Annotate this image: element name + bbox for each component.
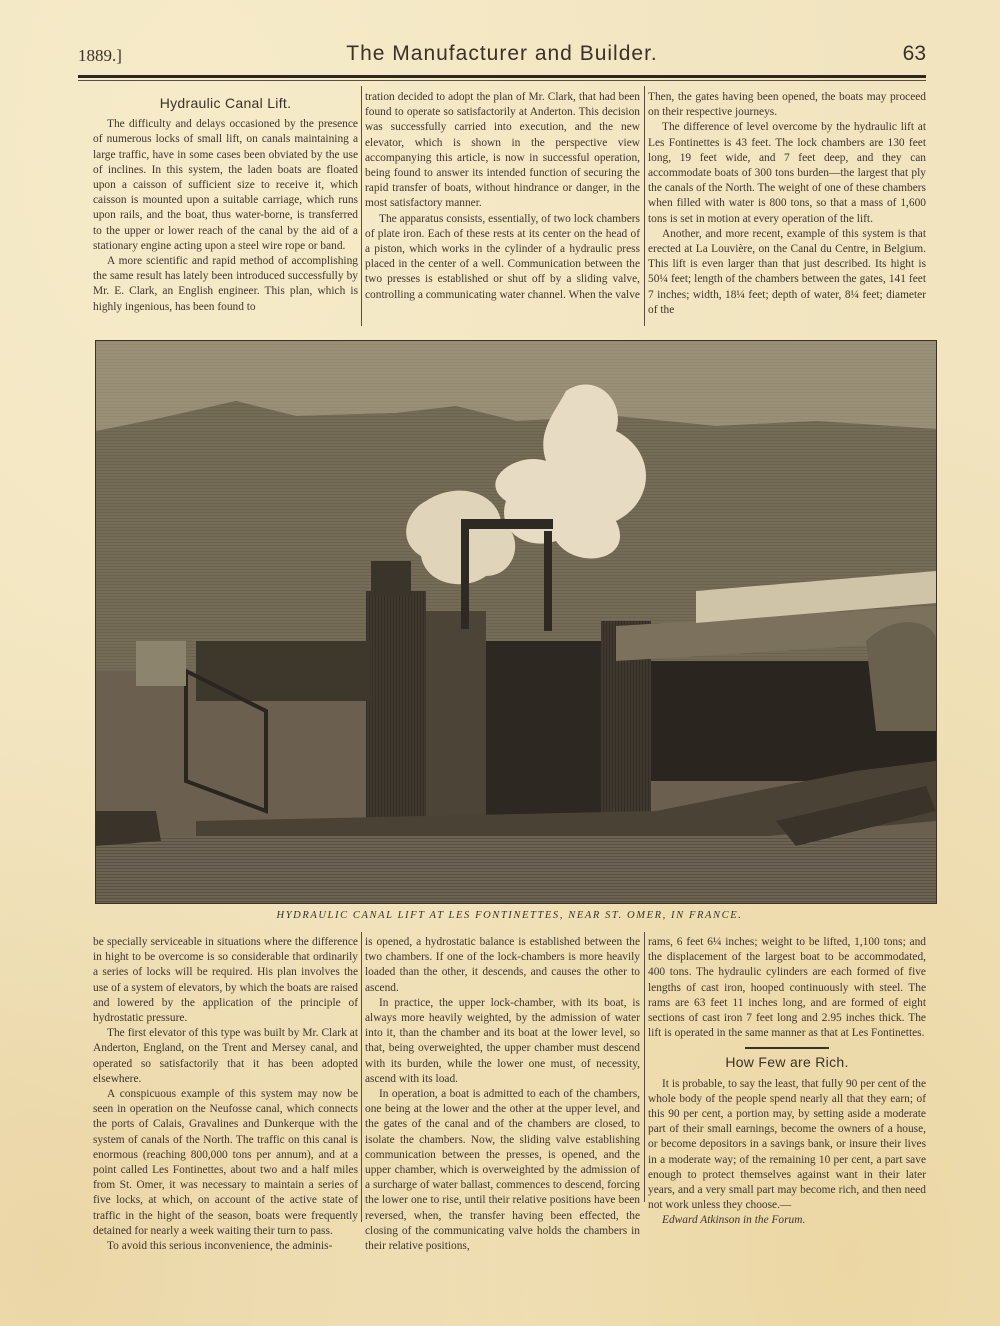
building bbox=[136, 641, 186, 686]
paragraph: Then, the gates having been opened, the boats may proceed on their respective journeys. bbox=[648, 91, 926, 119]
article-column-bottom-2 bbox=[365, 935, 640, 1254]
page-number: 63 bbox=[902, 42, 926, 65]
paragraph: The difference of level overcome by the hydraulic lift at Les Fontinettes is 43 feet. The lock chambers are 130 feet long, 19 feet wide, and 7 feet deep, and they can accommodate boats of 300 tons burden—the largest that ply the canals of the North. The weight of one of these chambers when filled with water is 800 tons, so that a mass of 1,600 tons is set in motion at every operation of the lift. bbox=[648, 121, 926, 225]
paragraph: In practice, the upper lock-chamber, with its boat, is always more heavily weighted, by the admission of water into it, than the chamber and its boat at the lower level, so that, being overweighted, the upper chamber must descend with its burden, while the lower one must, of necessity, ascend with its load. bbox=[365, 996, 640, 1085]
header-rule bbox=[78, 75, 926, 78]
lock-chamber bbox=[486, 641, 601, 841]
paragraph: tration decided to adopt the plan of Mr. Clark, that had been found to operate so satisfactorily at Anderton. This decision was successfully carried into execution, and the new elevator, which is shown in the perspective view accompanying this article, is now in successful operation, being found to answer its intended function of securing the rapid transfer of boats, without hindrance or danger, in the most satisfactory manner. bbox=[365, 91, 640, 210]
header-rule-thin bbox=[78, 80, 926, 81]
paragraph: A more scientific and rapid method of accomplishing the same result has lately been introduced successfully by Mr. E. Clark, an English engineer. This plan, which is highly ingenious, has been found to bbox=[93, 255, 358, 313]
paragraph: In operation, a boat is admitted to each of the chambers, one being at the lower and the other at the upper level, and the gates of the canal and of the chambers are closed, to isolate the chambers. Now, the sliding valve establishing communication between the presses, is opened, and the upper chamber, which is overweighted by the admission of a surcharge of water ballast, commences to descend, forcing the lower one to rise, until their relative positions have been reversed, when, the transfer having been effected, the closing of the communicating valve holds the chambers in their relative positions, bbox=[365, 1088, 640, 1253]
tower bbox=[366, 591, 426, 851]
paragraph: Another, and more recent, example of this system is that erected at La Louvière, on the Canal du Centre, in Belgium. This lift is even larger than that just described. Its hight is 50¼ feet; length of the chambers between the gates, 141 feet 7 inches; width, 18¼ feet; depth of water, 8¼ feet; diameter of the bbox=[648, 227, 926, 316]
article-title: Hydraulic Canal Lift. bbox=[159, 95, 292, 111]
article-column-bottom-1 bbox=[93, 935, 358, 1254]
boat bbox=[96, 811, 161, 846]
paragraph: It is probable, to say the least, that fully 90 per cent of the whole body of the people spend nearly all that they earn; of this 90 per cent, a portion may, by setting aside a moderate part of their small earnings, become the owners of a house, or become depositors in a savings bank, or insure their lives in a moderate way; of the remaining 10 per cent, a part save enough to protect themselves against want in their later years, and a very small part may become rich, and then need not work unless they choose.— bbox=[648, 1077, 926, 1212]
lock-chamber bbox=[196, 641, 371, 701]
article-column-top-1 bbox=[93, 90, 358, 315]
publication-title: The Manufacturer and Builder. bbox=[346, 42, 658, 65]
attribution: Edward Atkinson in the Forum. bbox=[662, 1214, 806, 1227]
section-separator bbox=[745, 1047, 829, 1049]
paragraph: be specially serviceable in situations where the difference in hight to be overcome is so considerable that ordinarily a series of locks will be required. His plan involves the use of a system of elevators, by which the boats are raised and lowered by the application of the principle of hydrostatic pressure. bbox=[93, 936, 358, 1025]
gantry-frame bbox=[461, 519, 469, 629]
paragraph: The first elevator of this type was built by Mr. Clark at Anderton, England, on the Trent and Mersey canal, and operated so satisfactorily that it has been adopted elsewhere. bbox=[93, 1027, 358, 1085]
water bbox=[96, 836, 936, 903]
paragraph: A conspicuous example of this system may now be seen in operation on the Neufosse canal, which connects the ports of Calais, Gravalines and Dunkerque with the system of canals of the North. The traffic on this canal is enormous (reaching 800,000 tons per annum), and at a point called Les Fontinettes, about two and a half miles from St. Omer, it was necessary to maintain a series of five locks, at which, on account of the active state of traffic in the hight of the season, boats were frequently detained for nearly a week waiting their turn to pass. bbox=[93, 1088, 358, 1237]
paragraph: rams, 6 feet 6¼ inches; weight to be lifted, 1,100 tons; and the displacement of the largest boat to be accommodated, 400 tons. The hydraulic cylinders are each formed of five lengths of cast iron, hooped continuously with steel. The rams are 63 feet 11 inches long, and are formed of eight sections of cast iron 7 feet long and 2.95 inches thick. The lift is operated in the same manner as that at Les Fontinettes. bbox=[648, 936, 926, 1040]
tower bbox=[426, 611, 486, 846]
column-divider bbox=[644, 932, 645, 1202]
paragraph: The apparatus consists, essentially, of two lock chambers of plate iron. Each of these rests at its center on the head of a piston, which works in the cylinder of a hydraulic press placed in the center of a well. Communication between the two presses is established or shut off by a sliding valve, controlling a communicating water channel. When the valve bbox=[365, 212, 640, 301]
article-column-top-2 bbox=[365, 90, 640, 303]
article-title: How Few are Rich. bbox=[725, 1054, 849, 1071]
gantry-frame bbox=[461, 519, 553, 529]
bridge-arch bbox=[866, 622, 936, 731]
paragraph: To avoid this serious inconvenience, the adminis- bbox=[107, 1240, 333, 1253]
engraving-svg bbox=[96, 341, 936, 903]
column-divider bbox=[644, 86, 645, 326]
engraving-illustration bbox=[95, 340, 937, 904]
header-year: 1889.] bbox=[78, 46, 122, 65]
figure-caption: HYDRAULIC CANAL LIFT AT LES FONTINETTES, NEAR ST. OMER, IN FRANCE. bbox=[276, 910, 743, 921]
page-header bbox=[78, 42, 926, 70]
gantry-frame bbox=[544, 531, 552, 631]
paragraph: The difficulty and delays occasioned by the presence of numerous locks of small lift, on canals maintaining a large traffic, have in some cases been obviated by the use of inclines. In this system, the laden boats are floated upon a caisson of sufficient size to receive it, which caisson is mounted upon a suitable carriage, which runs upon rails, and the boat, thus water-borne, is transferred to the upper or lower reach of the canal by the aid of a stationary engine acting upon a steel wire rope or band. bbox=[93, 118, 358, 252]
tower-top bbox=[371, 561, 411, 596]
column-divider bbox=[361, 932, 362, 1222]
paragraph: is opened, a hydrostatic balance is established between the two chambers. If one of the lock-chambers is more heavily loaded than the other, it descends, and causes the other to ascend. bbox=[365, 936, 640, 994]
article-column-top-3 bbox=[648, 90, 926, 318]
column-divider bbox=[361, 86, 362, 326]
article-column-bottom-3 bbox=[648, 935, 926, 1229]
